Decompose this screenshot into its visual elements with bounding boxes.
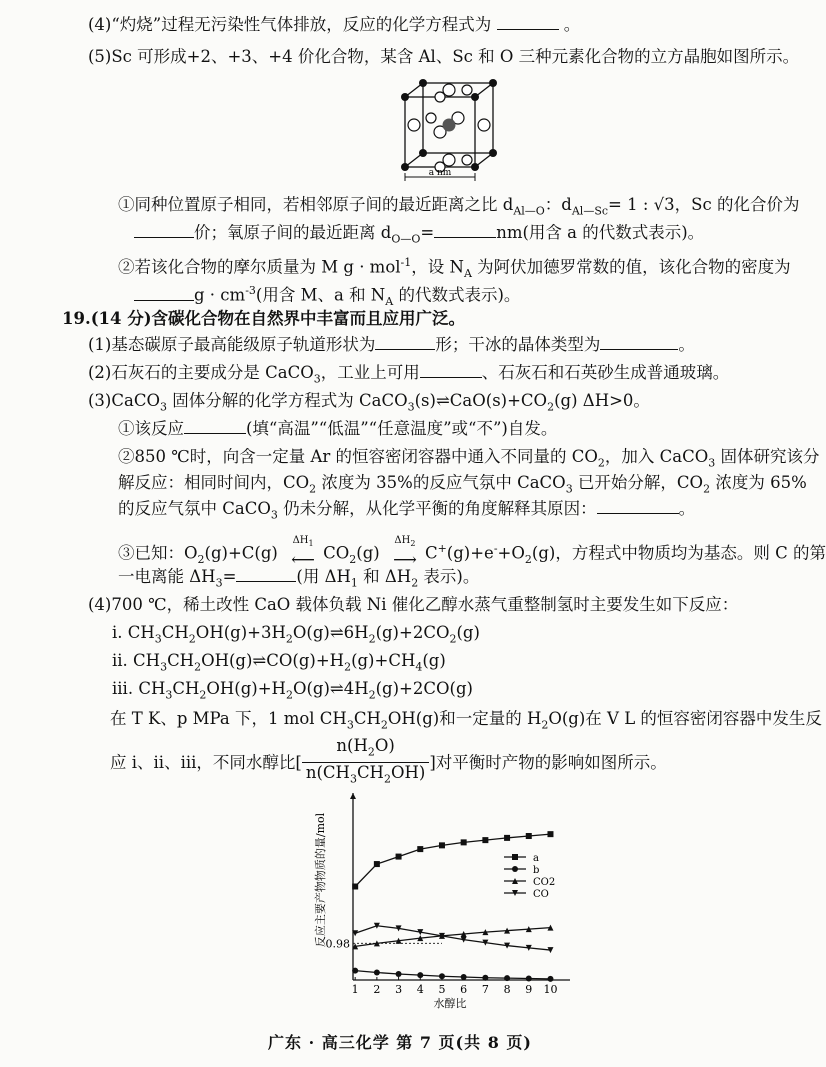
text: nm(用含 a 的代数式表示)。 — [496, 223, 705, 242]
sub: 3 — [346, 718, 354, 732]
x-tick-label: 8 — [503, 983, 511, 996]
sub: 2 — [344, 660, 352, 674]
arrow-label: ΔH — [394, 534, 411, 546]
x-tick-label: 5 — [438, 983, 446, 996]
text: (s)⇌CaO(s)+CO — [414, 391, 548, 410]
text: (用 ΔH — [296, 567, 351, 586]
text: ]对平衡时产物的影响如图所示。 — [429, 752, 667, 772]
sub: 2 — [368, 632, 376, 646]
x-tick-label: 1 — [351, 983, 359, 996]
text: (g)+2CO — [375, 623, 450, 642]
text: CH — [167, 651, 195, 670]
q18-4-end: 。 — [563, 15, 581, 34]
equilibrium-chart — [300, 785, 590, 1015]
text: (g) ΔH>0。 — [554, 391, 650, 410]
text: n(CH — [305, 763, 350, 783]
y-axis-arrow — [350, 793, 356, 799]
point-b — [396, 971, 402, 977]
x-tick-label: 3 — [395, 983, 403, 996]
text: ，工业上可用 — [320, 363, 420, 382]
sub: 3 — [313, 372, 321, 386]
text: (2)石灰石的主要成分是 CaCO — [88, 363, 314, 382]
point-a — [526, 833, 532, 839]
text: OH(g)+H — [206, 679, 286, 698]
series-line-co2 — [355, 928, 550, 947]
text: ，设 N — [411, 257, 464, 277]
crystal-cell-figure — [395, 75, 510, 185]
point-a — [439, 842, 445, 848]
q19-2-line — [88, 362, 729, 390]
q18-4-line — [88, 14, 580, 36]
text: ①该反应 — [118, 419, 184, 438]
text: ，加入 CaCO — [604, 447, 709, 466]
legend-label-b: b — [533, 865, 540, 876]
q19-3-3b-line — [118, 566, 479, 594]
series-line-a — [355, 834, 550, 886]
text: OH) — [390, 763, 426, 783]
text: C — [424, 543, 438, 563]
sub: 2 — [309, 482, 317, 496]
sub: 2 — [368, 688, 376, 702]
point-a — [396, 854, 402, 860]
text: ：d — [544, 195, 572, 214]
reaction-iii — [112, 678, 473, 706]
text: 仍未分解，从化学平衡的角度解释其原因： — [277, 499, 597, 518]
text: 形；干冰的晶体类型为 — [435, 335, 601, 354]
sub: 3 — [165, 688, 173, 702]
sub: 3 — [349, 772, 357, 786]
text: 、石灰石和石英砂生成普通玻璃。 — [481, 363, 730, 382]
text: (g)+C(g) — [204, 543, 278, 563]
point-a — [352, 884, 358, 890]
body-center-atom — [443, 119, 456, 132]
chart-x-label: 水醇比 — [433, 997, 467, 1010]
text: 解反应：相同时间内，CO — [118, 473, 310, 492]
sup: - — [493, 542, 498, 555]
sub: 3 — [565, 482, 573, 496]
text: 浓度为 35%的反应气氛中 CaCO — [316, 473, 566, 492]
point-b — [547, 976, 553, 982]
chart-y-label: 反应主要产物物质的量/mol — [314, 812, 327, 948]
text: = — [420, 223, 435, 242]
reaction-ii — [112, 650, 446, 678]
sub: 2 — [383, 772, 391, 786]
sub: 2 — [199, 688, 207, 702]
answer-blank[interactable] — [497, 15, 559, 30]
q18-5-line — [88, 46, 799, 68]
sub: 3 — [154, 632, 162, 646]
text: CH — [161, 623, 189, 642]
ratio-line — [110, 736, 667, 790]
text: CH — [172, 679, 200, 698]
answer-blank[interactable] — [434, 223, 496, 238]
text: 19.(14 分)含碳化合物在自然界中丰富而且应用广泛。 — [62, 309, 466, 328]
q19-1-line — [88, 334, 695, 356]
legend-label-co2: CO2 — [533, 877, 556, 888]
x-tick-label: 7 — [481, 983, 489, 996]
sub: 2 — [197, 552, 205, 566]
text: 在 T K、p MPa 下，1 mol CH — [110, 709, 347, 728]
x-tick-label: 2 — [373, 983, 381, 996]
sub: 2 — [367, 745, 375, 759]
point-b — [461, 974, 467, 980]
series-line-b — [355, 971, 550, 979]
text: 。 — [678, 335, 695, 354]
sub: 2 — [380, 718, 388, 732]
answer-blank[interactable] — [236, 567, 296, 582]
legend-marker-a — [512, 854, 518, 860]
point-a — [547, 831, 553, 837]
sub: Al—O — [513, 204, 545, 218]
sub: 2 — [411, 576, 419, 590]
page-footer: 广东 · 高三化学 第 7 页(共 8 页) — [268, 1033, 532, 1052]
text: OH(g)⇌CO(g)+H — [201, 651, 345, 670]
point-a — [482, 837, 488, 843]
text: i. CH — [112, 623, 155, 642]
text: (g) — [422, 651, 446, 670]
q18-4-text: (4)“灼烧”过程无污染性气体排放，反应的化学方程式为 — [88, 15, 492, 34]
sub: 3 — [160, 660, 168, 674]
text: O(g)⇌4H — [292, 679, 369, 698]
arrow-label: ΔH — [292, 534, 309, 546]
text: ③已知：O — [118, 543, 198, 563]
q19-header — [62, 308, 465, 330]
text: (g)+e — [446, 543, 494, 563]
text: 的反应气氛中 CaCO — [118, 499, 271, 518]
point-b — [439, 973, 445, 979]
text: 价；氧原子间的最近距离 d — [194, 223, 392, 242]
sub: 2 — [597, 456, 605, 470]
water-alcohol-ratio — [302, 736, 429, 790]
text: CH — [356, 763, 384, 783]
text: 为阿伏加德罗常数的值，该化合物的密度为 — [471, 257, 791, 277]
point-b — [374, 970, 380, 976]
text: 的代数式表示)。 — [393, 285, 521, 305]
legend-marker-b — [512, 866, 518, 872]
dimension-label: a nm — [428, 168, 452, 178]
answer-blank[interactable] — [420, 363, 482, 378]
sub: A — [385, 294, 394, 308]
sub: 2 — [541, 718, 549, 732]
point-a — [504, 835, 510, 841]
sup: -1 — [400, 256, 412, 269]
text: 浓度为 65% — [710, 473, 807, 492]
x-tick-label: 10 — [543, 983, 558, 996]
answer-blank[interactable] — [184, 419, 246, 434]
text: (4)700 ℃，稀土改性 CaO 载体负载 Ni 催化乙醇水蒸气重整制氢时主要发生如下反应： — [88, 595, 739, 614]
text: g · cm — [194, 285, 246, 305]
text: ②若该化合物的摩尔质量为 M g · mol — [118, 257, 401, 277]
text: O) — [374, 736, 395, 755]
text: 固体研究该分 — [715, 447, 820, 466]
sub: 2 — [349, 552, 357, 566]
sub: 2 — [410, 538, 416, 548]
sub: 2 — [285, 632, 293, 646]
answer-blank[interactable] — [134, 286, 194, 301]
text: n(H — [336, 736, 368, 755]
sub: Al—Sc — [571, 204, 609, 218]
text: +O — [497, 543, 525, 563]
conditions-line — [110, 708, 822, 736]
text: 已开始分解，CO — [572, 473, 704, 492]
arrow-dh1: $\Delta H_1$ ⟵ — [291, 534, 315, 569]
text: (g) — [356, 543, 380, 563]
q19-3-2-line — [118, 446, 820, 474]
sub: A — [463, 266, 472, 280]
point-a — [461, 839, 467, 845]
text: = 1 : √3，Sc 的化合价为 — [608, 195, 800, 214]
text: (3)CaCO — [88, 391, 160, 410]
reaction-i — [112, 622, 480, 650]
sub: 2 — [524, 552, 532, 566]
point-b — [417, 972, 423, 978]
q19-3-2c-line — [118, 498, 695, 526]
text: CH — [353, 709, 381, 728]
text: ②850 ℃时，向含一定量 Ar 的恒容密闭容器中通入不同量的 CO — [118, 447, 598, 466]
answer-blank[interactable] — [597, 499, 679, 514]
text: OH(g)和一定量的 H — [387, 709, 542, 728]
text: O(g)在 V L 的恒容密闭容器中发生反 — [548, 709, 822, 728]
sub: 3 — [270, 508, 278, 522]
sub: 1 — [350, 576, 358, 590]
text: (1)基态碳原子最高能级原子轨道形状为 — [88, 335, 376, 354]
x-tick-label: 4 — [416, 983, 424, 996]
sub: 4 — [415, 660, 423, 674]
sub: O—O — [391, 232, 421, 246]
q18-5-1-text: ①同种位置原子相同，若相邻原子间的最近距离之比 d — [118, 195, 514, 214]
point-b — [482, 975, 488, 981]
q18-5-text: (5)Sc 可形成+2、+3、+4 价化合物，某含 Al、Sc 和 O 三种元素化合物的立方晶胞如图所示。 — [88, 47, 800, 66]
sup: -3 — [245, 284, 256, 297]
text: ii. CH — [112, 651, 161, 670]
sub: 2 — [449, 632, 457, 646]
text: O(g)⇌6H — [292, 623, 369, 642]
legend-label-a: a — [533, 853, 539, 864]
sub: 2 — [703, 482, 711, 496]
sub: 3 — [407, 400, 415, 414]
q18-5-1b-line — [134, 222, 704, 250]
sub: 2 — [547, 400, 555, 414]
q19-3-line — [88, 390, 650, 418]
point-a — [417, 846, 423, 852]
text: 和 ΔH — [357, 567, 412, 586]
legend-label-co: CO — [533, 889, 549, 900]
text: (g)，方程式中物质均为基态。则 C 的第 — [531, 543, 826, 563]
text: CO — [323, 543, 350, 563]
q18-5-1-line — [118, 194, 799, 222]
text: 表示)。 — [418, 567, 480, 586]
y-tick-label: 0.98 — [325, 937, 350, 951]
text: 应 i、ii、iii，不同水醇比[ — [110, 752, 302, 772]
sub: 3 — [215, 576, 223, 590]
sup: + — [437, 542, 447, 555]
sub: 1 — [308, 538, 314, 548]
point-b — [526, 976, 532, 982]
q19-3-2b-line — [118, 472, 807, 500]
sub: 3 — [160, 400, 167, 414]
text: iii. CH — [112, 679, 166, 698]
sub: 3 — [708, 456, 716, 470]
text: = — [222, 567, 237, 586]
q19-4-line — [88, 594, 738, 616]
text: (g) — [456, 623, 480, 642]
x-tick-label: 6 — [460, 983, 468, 996]
text: OH(g)+3H — [195, 623, 286, 642]
text: (用含 M、a 和 N — [255, 285, 386, 305]
sub: 2 — [194, 660, 202, 674]
text: (g)+2CO(g) — [375, 679, 473, 698]
text: (g)+CH — [351, 651, 416, 670]
arrow-dh2: $\Delta H_2$ ⟶ — [393, 534, 417, 569]
point-b — [352, 968, 358, 974]
point-a — [374, 861, 380, 867]
sub: 2 — [285, 688, 293, 702]
text: 固体分解的化学方程式为 CaCO — [167, 391, 408, 410]
x-tick-label: 9 — [525, 983, 533, 996]
answer-blank[interactable] — [134, 223, 194, 238]
q19-3-1-line — [118, 418, 557, 440]
text: (填“高温”“低温”“任意温度”或“不”)自发。 — [246, 419, 558, 438]
text: 。 — [678, 499, 696, 518]
answer-blank[interactable] — [375, 335, 435, 350]
sub: 2 — [188, 632, 196, 646]
point-b — [504, 975, 510, 981]
text: 一电离能 ΔH — [118, 567, 216, 586]
answer-blank[interactable] — [600, 335, 678, 350]
